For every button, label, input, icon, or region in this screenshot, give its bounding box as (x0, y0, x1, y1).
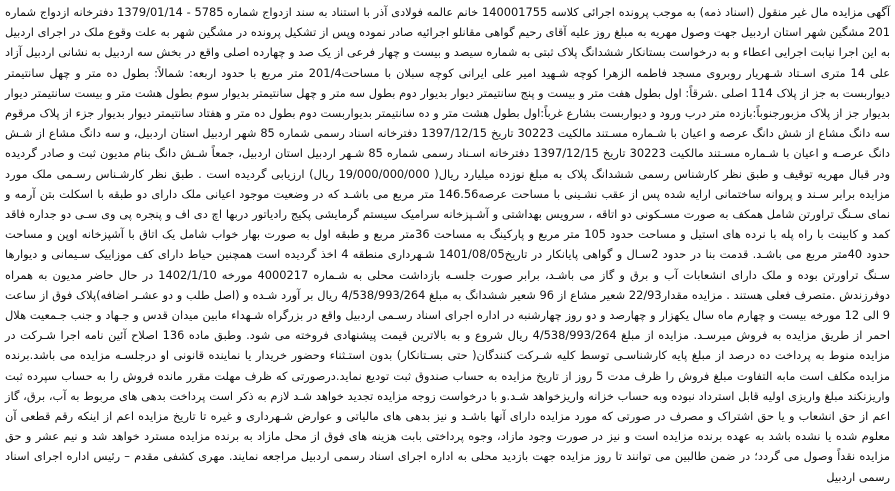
auction-notice-text: آگهی مزایده مال غیر منقول (اسناد ذمه) به موجب پرونده اجرائی کلاسه 140001755 خانم عالمه فولادی آذر با استناد به سند ازدواج شماره 5785 - 1379/01/14 دفترخانه ازدواج شماره 201 مشگین شهر استان اردبیل جهت وصول مهریه به مبلغ روز علیه آقای رحیم گواهی مقانلو اجرائیه صادر نموده وپس از تشکیل پرونده در مشگین شهر به علت وقوع ملک در اجرای اردبیل به این اجرا نیابت اجرایی اعطاء و به درخواست بستانکار ششدانگ پلاک ثبتی به شماره سیصد و بیست و چهار فرعی از یک صد و چهارده اصلی واقع در بخش سه اردبیل به نشانی اردبیل آزاد علی 14 متری اسـتاد شـهریار روبروی مسجد فاطمه الزهرا کوچه شـهید امیر علی ایرانی کوچه سبلان با مساحت201/4 متر مربع با حدود اربعه: شمالاً: بطول ده متر و چهل سانتیمتر دیواربست به جز از پلاک 114 اصلی .شرقاً: اول بطول هفت متر و بیست و پنج سانتیمتر دیوار بدیوار دوم بطول سه متر و چهل سانتیمتر بدیوار سوم بطول هشت متر و بیست سانتیمتر دیوار بدیوار جز از پلاک مزبورجنوباً:بازده متر درب ورود و دیواربست بشارع غرباً:اول بطول هشت متر و ده سانتیمتر بدیواربست دوم بطول ده متر و هفتاد سانتیمتر دیوار بدیوار جزء از پلاک مرقوم سه دانگ مشاع از شش دانگ عرصه و اعیان با شـماره مسـتند مالکیت 30223 تاریخ 1397/12/15 دفترخانه اسناد رسمی شماره 85 شهر اردبیل استان اردبیل، و سه دانگ مشاع از شـش دانگ عرصـه و اعیان با شـماره مسـتند مالکیت 30223 تاریخ 1397/12/15 دفترخانه اسـناد رسمی شماره 85 شـهر اردبیل استان اردبیل، جمعاً شـش دانگ بنام مدیون ثبت و صادر گردیده ودر قبال مهریه توقیف و طبق نظر کارشناس رسمی ششدانگ پلاک به مبلغ نوزده میلیارد ریال( 19/000/000/000 ریال) ارزیابی گردیده است . طبق نظر کارشـناس رسـمی ملک مورد مزایده برابر سـند و پروانه ساختمانی ارایه شده پس از عقب نشـینی با مساحت عرصه146.56 متر مربع می باشـد که در وضعیت موجود اعیانی ملک دارای دو طبقه با اسکلت بتن آرمه و نمای سـنگ تراورتن شامل همکف به صورت مسـکونی دو اتاقه ، سرویس بهداشتی و آشـپزخانه سرامیک سیستم گرمایشی پکیج رادیاتور دربها اچ دی اف و پنجره پی وی سـی دو جداره فاقد کمد و کابینت با راه پله با نرده های استیل و مساحت حدود 105 متر مربع و پارکینگ به مساحت 36متر مربع و طبقه اول به صورت بهار خواب شامل یک اتاق با آشپزخانه اوپن و مساحت حدود 40متر مربع می باشـد. قدمت بنا در حدود 2سـال و گواهی پایانکار در تاریخ1401/08/05 شـهرداری منطقه 4 اخذ گردیده است همچنین حیاط دارای کف موزاییک سـیمانی و دیوارها سـنگ تراورتن بوده و ملک دارای انشعابات آب و برق و گاز می باشـد، برابر صورت جلسـه بازداشت محلی به شـماره 4000217 مورخه 1402/1/10 در حال حاضر مدیون به همراه دوفرزندش .متصرف فعلی هستند . مزایده مقدار22/93 شعیر مشاع از 96 شعیر ششدانگ به مبلغ 4/538/993/264 ریال بر آورد شـده و (اصل طلب و دو عشـر اضافه)پلاک فوق از ساعت 9 الی 12 مورخه بیست و چهارم ماه سال یکهزار و چهارصد و دو روز چهارشنبه در اداره اجرای اسناد رسـمی اردبیل واقع در بزرگراه شـهداء مابین میدان قدس و جـهاد و جنب جـمعیت هلال احمر از طریق مزایده به فروش میرسـد. مزایده از مبلغ 4/538/993/264 ریال شروع و به بالاترین قیمت پیشنهادی فروخته می شود. وطبق ماده 136 اصلاح آئین نامه اجرا شـرکت در مزایده منوط به پرداخت ده درصد از مبلغ پایه کارشناسـی توسط کلیه شـرکت کنندگان( حتی بسـتانکار) بدون استـثناء وحضور خریدار یا نماینده قانونی او درجلسـه مزایده می باشد.برنده مزایده مکلف است مابه التفاوت مبلغ فروش را ظرف مدت 5 روز از تاریخ مزایده به حساب صندوق ثبت تودیع نماید.درصورتی که ظرف مهلت مقرر مانده فروش را به حساب سپرده ثبت واریزنکند مبلغ واریزی اولیه قابل استرداد نبوده وبه حساب خزانه واریزخواهد شـد.و با درخواست زوجه مزایده تجدید خواهد شـد لازم به ذکر است پرداخت بدهی های مربوط به آب، برق، گاز اعم از حق انشعاب و یا حق اشتراک و مصرف در صورتی که مورد مزایده دارای آنها باشـد و نیز بدهی های مالیاتی و عوارض شـهرداری و غیره تا تاریخ مزایده اعم از اینکه رقم قطعی آن معلوم شده یا نشده باشد به عهده برنده مزایده است و نیز در صورت وجود مازاد، وجوه پرداختی بابت هزینه های فوق از محل مازاد به برنده مزایده مسترد خواهد شد و نیم عشر و حق مزایده نقداً وصول می گردد؛ در ضمن طالبین می توانند تا روز مزایده جهت بازدید محلی به اداره اجرای اسناد رسمی اردبیل مراجعه نمایند. مهری کشفی مقدم – رئیس اداره اجرای اسناد رسمی اردبیل (5, 5, 891, 484)
